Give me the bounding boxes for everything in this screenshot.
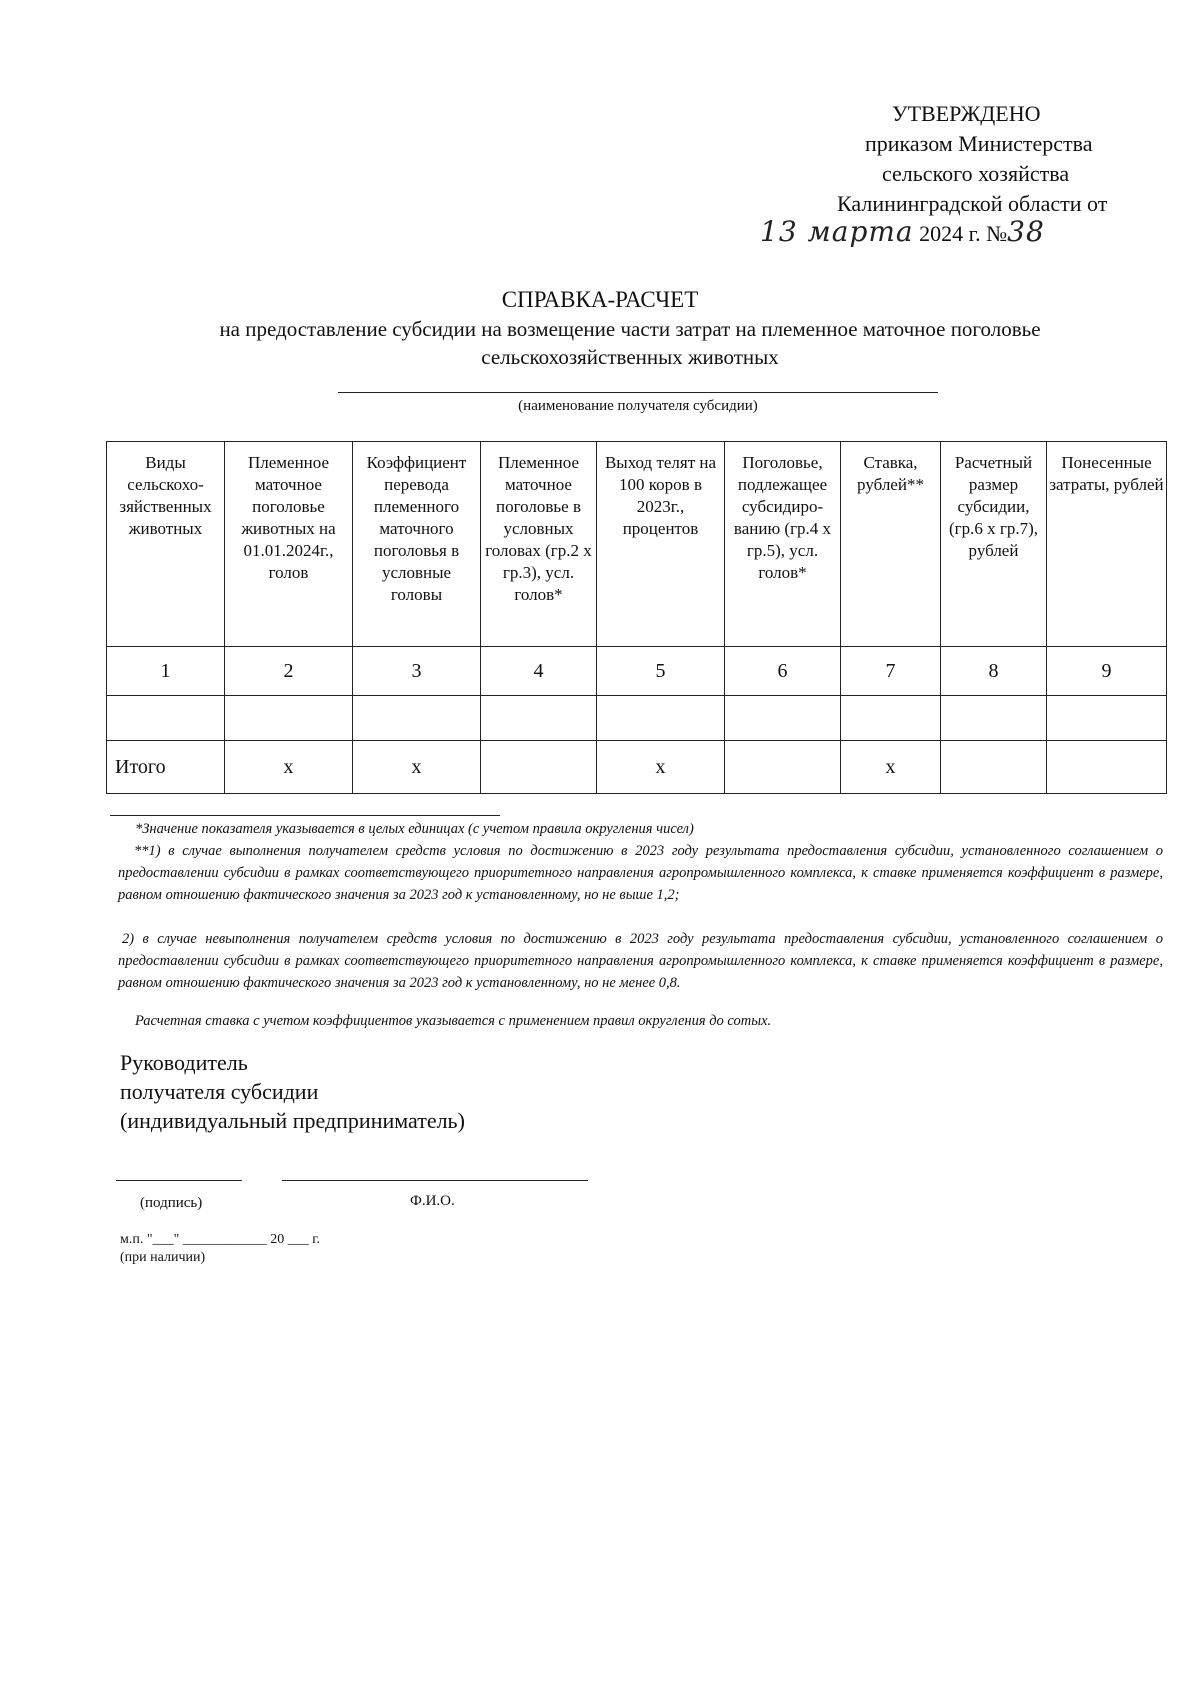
approval-line-2: сельского хозяйства [882,161,1070,186]
header-cell: Коэффициент перевода племенного маточного поголовья в условные головы [353,442,481,647]
column-number: 1 [107,647,225,696]
column-number: 8 [941,647,1047,696]
head-line-1: Руководитель [120,1050,248,1075]
signature-caption: (подпись) [140,1195,203,1211]
table-cell [225,696,353,741]
table-cell [597,696,725,741]
table-cell [481,741,597,794]
document-title: СПРАВКА-РАСЧЕТ [501,287,699,312]
footnote-4: Расчетная ставка с учетом коэффициентов указывается с применением правил округления до сотых. [135,1013,772,1029]
head-line-3: (индивидуальный предприниматель) [120,1108,465,1133]
header-cell: Выход телят на 100 коров в 2023г., процентов [597,442,725,647]
table-cell [725,696,841,741]
table-cell [725,741,841,794]
stamp-date-line: м.п. "___" ____________ 20 ___ г. [120,1232,320,1247]
column-number: 7 [841,647,941,696]
table-total-row [107,741,1167,794]
recipient-caption: (наименование получателя субсидии) [518,398,758,414]
table-row [107,647,1167,696]
name-caption: Ф.И.О. [410,1193,455,1209]
table-cell: х [353,741,481,794]
head-line-2: получателя субсидии [120,1079,319,1104]
header-cell: Виды сельскохо-зяйственных животных [107,442,225,647]
table-row [107,696,1167,741]
column-number: 2 [225,647,353,696]
footnote-3: 2) в случае невыполнения получателем средств условия по достижению в 2023 году результата предоставления субсидии, установленного соглашением о предоставлении субсидии в рамках соответствующего приоритетного направления агропромышленного комплекса, к ставке применяется коэффициент в размере, равном отношению фактического значения за 2023 год к установленному, но не менее 0,8. [118,931,1163,991]
head-signature-block [120,1048,465,1135]
stamp-caption: (при наличии) [120,1250,206,1265]
calculation-table [106,441,1167,794]
header-cell: Племенное маточное поголовье животных на 01.01.2024г., голов [225,442,353,647]
handwritten-number: 38 [1007,215,1045,248]
header-cell: Понесенные затраты, рублей [1047,442,1167,647]
table-cell: х [225,741,353,794]
approval-line-3: Калининградской области от [837,191,1108,216]
table-cell [941,696,1047,741]
footnote-divider [110,815,500,816]
table-cell [353,696,481,741]
table-cell [1047,741,1167,794]
recipient-name-line [338,392,938,393]
table-cell [107,696,225,741]
header-cell: Племенное маточное поголовье в условных головах (гр.2 х гр.3), усл. голов* [481,442,597,647]
table-cell [941,741,1047,794]
table-cell: х [841,741,941,794]
header-cell: Ставка, рублей** [841,442,941,647]
table-cell [1047,696,1167,741]
column-number: 3 [353,647,481,696]
column-number: 4 [481,647,597,696]
footnote-1: *Значение показателя указывается в целых единицах (с учетом правила округления чисел) [135,821,694,837]
table-cell [841,696,941,741]
table-header-row [107,442,1167,647]
column-number: 9 [1047,647,1167,696]
approval-title: УТВЕРЖДЕНО [892,101,1041,126]
name-line [282,1180,588,1181]
approval-line-1: приказом Министерства [865,131,1093,156]
signature-line [116,1180,242,1181]
header-cell: Поголовье, подлежащее субсидиро-ванию (гр.4 х гр.5), усл. голов* [725,442,841,647]
footnote-2: **1) в случае выполнения получателем средств условия по достижению в 2023 году результата предоставления субсидии, установленного соглашением о предоставлении субсидии в рамках соответствующего приоритетного направления агропромышленного комплекса, к ставке применяется коэффициент в размере, равном отношению фактического значения за 2023 год к установленному, но не выше 1,2; [118,843,1163,903]
document-subtitle: на предоставление субсидии на возмещение части затрат на племенное маточное поголовье сельскохозяйственных животных [219,317,1041,369]
handwritten-date: 13 марта [760,215,914,248]
approval-year: 2024 г. № [919,221,1008,246]
header-cell: Расчетный размер субсидии, (гр.6 х гр.7), рублей [941,442,1047,647]
column-number: 5 [597,647,725,696]
table-cell [481,696,597,741]
total-label: Итого [107,741,225,794]
table-cell: х [597,741,725,794]
column-number: 6 [725,647,841,696]
approval-date [760,215,1045,248]
